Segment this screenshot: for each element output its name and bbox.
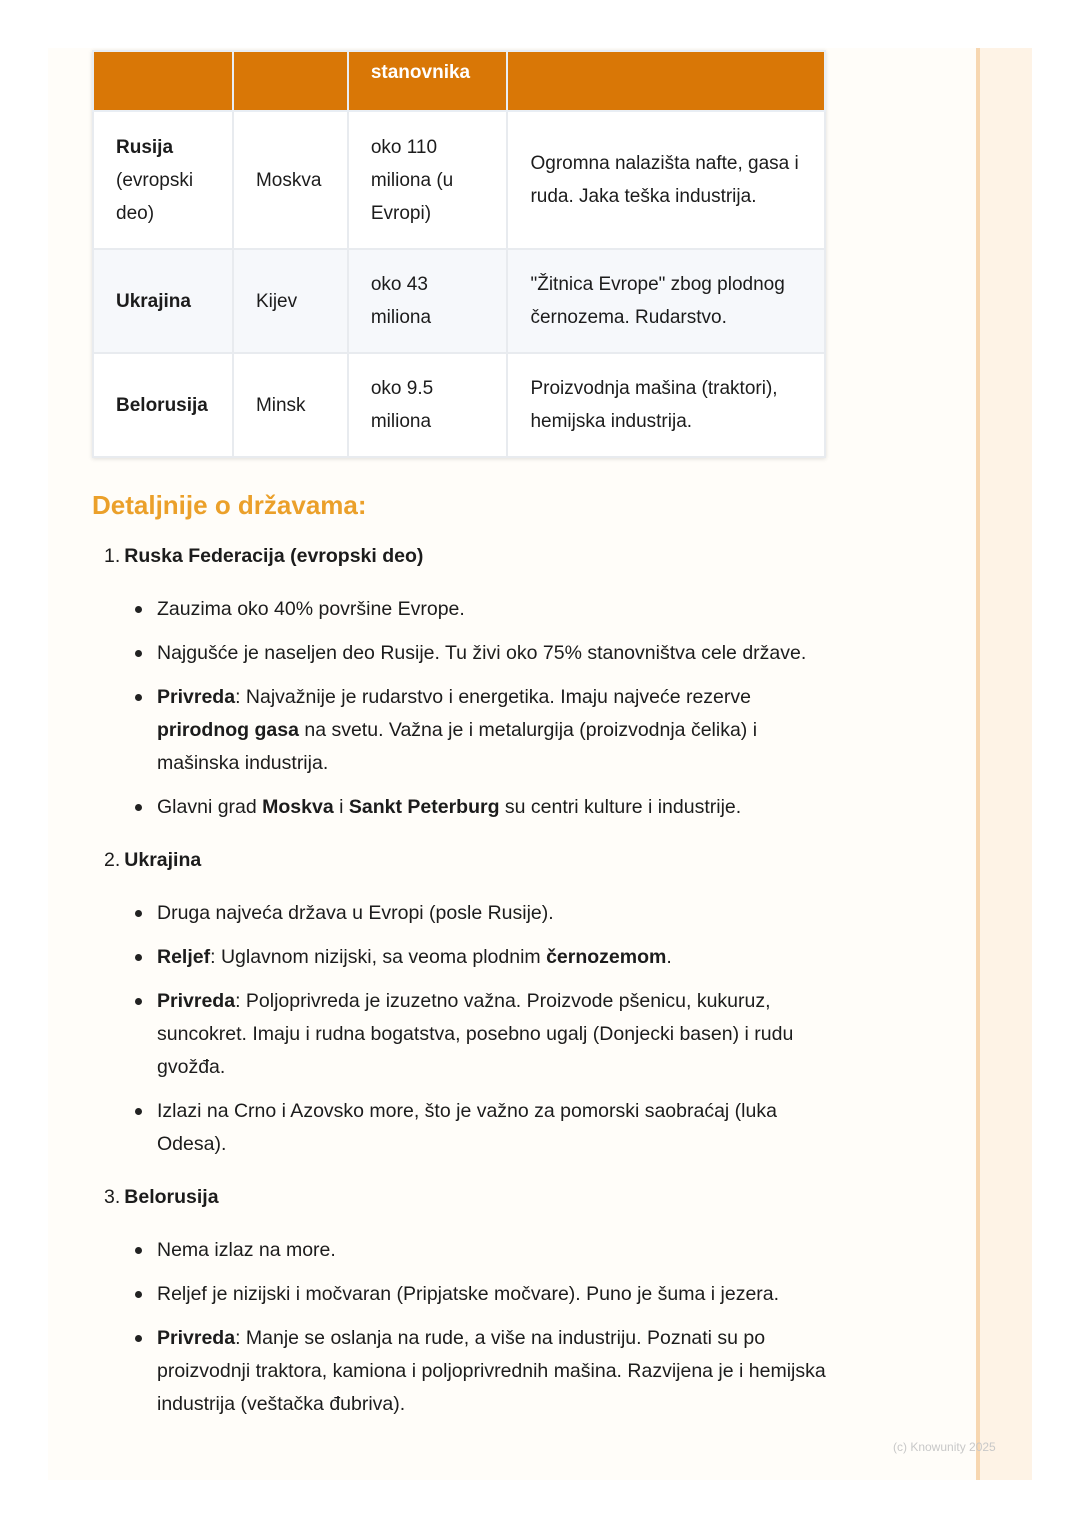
- item-title: Ruska Federacija (evropski deo): [124, 545, 424, 567]
- list-item: Nema izlaz na more.: [157, 1234, 832, 1267]
- bold-term: Moskva: [262, 796, 334, 818]
- population-text: oko 9.5: [370, 378, 434, 399]
- list-text: Glavni grad: [157, 796, 263, 818]
- description-text: "Žitnica Evrope" zbog plodnog: [530, 274, 785, 295]
- section-heading: Detaljnije o državama:: [92, 490, 367, 520]
- capital-cell: Minsk: [233, 353, 348, 457]
- population-text: oko 110: [370, 136, 438, 158]
- list-item: [157, 941, 832, 974]
- description-cell: [507, 353, 825, 457]
- list-item: Zauzima oko 40% površine Evrope.: [157, 593, 832, 626]
- bold-term: prirodnog gasa: [157, 719, 299, 741]
- list-item: Najgušće je naseljen deo Rusije. Tu živi oko 75% stanovništva cele države.: [157, 637, 832, 670]
- bullet-list: [92, 897, 832, 1161]
- item-number: 2.: [104, 849, 121, 871]
- header-cell: [93, 51, 233, 111]
- list-text: i: [333, 796, 349, 818]
- list-item: [157, 791, 832, 824]
- population-cell: [348, 249, 508, 353]
- population-cell: [348, 353, 508, 457]
- numbered-heading: [92, 540, 832, 573]
- description-text: černozema. Rudarstvo.: [530, 307, 727, 328]
- list-item: [157, 985, 832, 1084]
- description-text: Ogromna nalazišta nafte, gasa i: [530, 153, 799, 174]
- bold-term: Privreda: [157, 1327, 236, 1349]
- country-details: [92, 540, 832, 1441]
- list-item: [157, 1322, 832, 1421]
- country-cell: [93, 111, 233, 249]
- description-cell: [507, 111, 825, 249]
- capital-cell: Moskva: [233, 111, 348, 249]
- list-text: .: [666, 946, 672, 968]
- description-text: hemijska industrija.: [530, 411, 693, 432]
- list-item: [157, 681, 832, 780]
- header-cell: [507, 51, 825, 111]
- country-cell: Ukrajina: [93, 249, 233, 353]
- population-text: miliona: [370, 307, 432, 328]
- list-text: na svetu. Važna je i metalurgija (proizvodnja čelika) i mašinska industrija.: [157, 719, 758, 774]
- list-text: su centri kulture i industrije.: [499, 796, 742, 818]
- countries-table: [92, 50, 826, 458]
- population-text: miliona: [370, 411, 432, 432]
- item-number: 3.: [104, 1186, 121, 1208]
- copyright-footer: (c) Knowunity 2025: [893, 1440, 996, 1454]
- bold-term: černozemom: [546, 946, 667, 968]
- country-note: (evropski: [116, 169, 194, 191]
- table-header-row: [93, 51, 825, 111]
- item-title: Ukrajina: [124, 849, 202, 871]
- header-cell: [233, 51, 348, 111]
- description-cell: [507, 249, 825, 353]
- list-text: : Manje se oslanja na rude, a više na industriju. Poznati su po proizvodnji traktora, kamiona i poljoprivrednih mašina. Razvijena je i hemijska industrija (veštačka đubriva).: [157, 1327, 826, 1415]
- population-text: Evropi): [370, 202, 432, 224]
- list-item: Izlazi na Crno i Azovsko more, što je važno za pomorski saobraćaj (luka Odesa).: [157, 1095, 832, 1161]
- numbered-heading: [92, 844, 832, 877]
- capital-cell: Kijev: [233, 249, 348, 353]
- header-cell-population: stanovnika: [348, 51, 508, 111]
- bold-term: Privreda: [157, 990, 236, 1012]
- bold-term: Reljef: [157, 946, 211, 968]
- country-name: Rusija: [116, 136, 174, 158]
- list-text: : Najvažnije je rudarstvo i energetika. Imaju najveće rezerve: [235, 686, 751, 708]
- item-title: Belorusija: [124, 1186, 219, 1208]
- list-item: Druga najveća država u Evropi (posle Rusije).: [157, 897, 832, 930]
- margin-line: [976, 48, 980, 1480]
- population-text: oko 43: [370, 274, 428, 295]
- list-text: : Poljoprivreda je izuzetno važna. Proizvode pšenicu, kukuruz, suncokret. Imaju i rudna bogatstva, posebno ugalj (Donjecki basen) i rudu gvožđa.: [157, 990, 794, 1078]
- table-row: [93, 249, 825, 353]
- item-number: 1.: [104, 545, 121, 567]
- table-row: [93, 353, 825, 457]
- bold-term: Privreda: [157, 686, 236, 708]
- population-cell: [348, 111, 508, 249]
- bold-term: Sankt Peterburg: [348, 796, 500, 818]
- population-text: miliona (u: [370, 169, 454, 191]
- bullet-list: [92, 593, 832, 824]
- list-item: Reljef je nizijski i močvaran (Pripjatske močvare). Puno je šuma i jezera.: [157, 1278, 832, 1311]
- country-note: deo): [116, 202, 155, 224]
- country-cell: Belorusija: [93, 353, 233, 457]
- numbered-heading: [92, 1181, 832, 1214]
- bullet-list: [92, 1234, 832, 1421]
- description-text: Proizvodnja mašina (traktori),: [530, 378, 778, 399]
- page-margin: [976, 48, 1032, 1480]
- list-text: : Uglavnom nizijski, sa veoma plodnim: [210, 946, 547, 968]
- description-text: ruda. Jaka teška industrija.: [530, 186, 757, 207]
- table-row: [93, 111, 825, 249]
